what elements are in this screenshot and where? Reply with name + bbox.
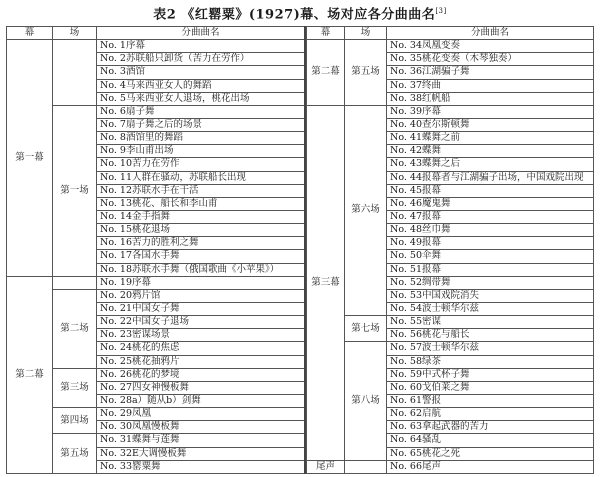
caption-footnote: [3]: [435, 7, 447, 15]
act-header: 幕: [7, 27, 53, 40]
piece-title-cell: No. 22中国女子退场: [97, 316, 306, 329]
piece-title-cell: No. 14金手指舞: [97, 210, 306, 223]
piece-title-cell: No. 24桃花的焦虑: [97, 342, 306, 355]
piece-title-cell: No. 60戈伯莱之舞: [387, 381, 594, 394]
piece-title-cell: No. 52绸带舞: [387, 276, 594, 289]
left-table: [6, 26, 306, 474]
piece-title-cell: No. 13桃花、船长和李山甫: [97, 197, 306, 210]
piece-title-cell: No. 2苏联船只卸货（苦力在劳作）: [97, 53, 306, 66]
piece-title-cell: No. 19序幕: [97, 276, 306, 289]
table-row: [307, 342, 594, 355]
piece-title-cell: No. 41蝶舞之前: [387, 132, 594, 145]
piece-title-cell: No. 34凤凰变奏: [387, 40, 594, 53]
table-row: [7, 276, 306, 289]
piece-title-cell: No. 8酒馆里的舞蹈: [97, 132, 306, 145]
piece-title-cell: No. 25桃花抽鸦片: [97, 355, 306, 368]
piece-title-cell: No. 31蝶舞与莲舞: [97, 434, 306, 447]
scene-cell: 第三场: [53, 368, 97, 407]
piece-title-cell: No. 33罂粟舞: [97, 460, 306, 473]
piece-title-cell: No. 65桃花之死: [387, 447, 594, 460]
piece-title-cell: No. 59中式杯子舞: [387, 368, 594, 381]
piece-title-cell: No. 47报幕: [387, 210, 594, 223]
piece-title-cell: No. 62启航: [387, 408, 594, 421]
piece-title-cell: No. 58绿茶: [387, 355, 594, 368]
piece-title-cell: No. 57波士顿华尔兹: [387, 342, 594, 355]
piece-title-cell: No. 4马来西亚女人的舞蹈: [97, 79, 306, 92]
piece-title-cell: No. 3酒馆: [97, 66, 306, 79]
header-row: [307, 27, 594, 40]
scene-cell: 第二场: [53, 289, 97, 368]
right-table: [306, 26, 594, 474]
scene-header: 场: [345, 27, 387, 40]
act-cell: 第二幕: [7, 276, 53, 473]
piece-title-cell: No. 17各国水手舞: [97, 250, 306, 263]
scene-cell: 第五场: [345, 40, 387, 106]
scene-cell: 第四场: [53, 408, 97, 434]
act-cell: 尾声: [307, 460, 345, 473]
piece-title-cell: No. 66尾声: [387, 460, 594, 473]
scene-header: 场: [53, 27, 97, 40]
piece-title-cell: No. 32E大调慢板舞: [97, 447, 306, 460]
piece-title-cell: No. 38红帆船: [387, 92, 594, 105]
piece-title-cell: No. 64骚乱: [387, 434, 594, 447]
piece-title-cell: No. 10苦力在劳作: [97, 158, 306, 171]
act-cell: 第二幕: [307, 40, 345, 106]
header-row: [7, 27, 306, 40]
piece-title-cell: No. 26桃花的梦境: [97, 368, 306, 381]
piece-title-cell: No. 42蝶舞: [387, 145, 594, 158]
piece-title-cell: No. 63拿起武器的苦力: [387, 421, 594, 434]
piece-title-cell: No. 5马来西亚女人退场，桃花出场: [97, 92, 306, 105]
piece-title-cell: No. 12苏联水手在干活: [97, 184, 306, 197]
piece-title-cell: No. 48丝巾舞: [387, 224, 594, 237]
piece-title-cell: No. 40查尔斯顿舞: [387, 118, 594, 131]
table-row: [7, 40, 306, 53]
act-header: 幕: [307, 27, 345, 40]
piece-title-cell: No. 56桃花与船长: [387, 329, 594, 342]
piece-title-cell: No. 21中国女子舞: [97, 302, 306, 315]
piece-title-cell: No. 50伞舞: [387, 250, 594, 263]
piece-title-cell: No. 9李山甫出场: [97, 145, 306, 158]
scene-cell: 第六场: [345, 105, 387, 315]
piece-title-cell: No. 51报幕: [387, 263, 594, 276]
act-cell: 第三幕: [307, 105, 345, 460]
piece-title-cell: No. 61警报: [387, 394, 594, 407]
piece-title-cell: No. 20鸦片馆: [97, 289, 306, 302]
piece-title-cell: No. 18苏联水手舞（俄国歌曲《小苹果》）: [97, 263, 306, 276]
piece-title-cell: No. 44报幕者与江湖骗子出场，中国戏院出现: [387, 171, 594, 184]
piece-title-cell: No. 28a）随从b）剑舞: [97, 394, 306, 407]
scene-cell: 第八场: [345, 342, 387, 460]
piece-title-cell: No. 15桃花退场: [97, 224, 306, 237]
piece-title-cell: No. 27四女神慢板舞: [97, 381, 306, 394]
piece-title-cell: No. 29凤凰: [97, 408, 306, 421]
piece-title-cell: No. 11人群在骚动，苏联船长出现: [97, 171, 306, 184]
scene-cell: 第五场: [53, 434, 97, 474]
scene-cell: 第七场: [345, 316, 387, 342]
scene-cell: [53, 40, 97, 106]
title-header: 分曲曲名: [387, 27, 594, 40]
table-row: [307, 316, 594, 329]
piece-title-cell: No. 49报幕: [387, 237, 594, 250]
piece-title-cell: No. 6扇子舞: [97, 105, 306, 118]
caption-text: 表2 《红罂粟》(1927)幕、场对应各分曲曲名: [153, 7, 436, 23]
piece-title-cell: No. 35桃花变奏（木琴独奏）: [387, 53, 594, 66]
piece-title-cell: No. 45报幕: [387, 184, 594, 197]
piece-title-cell: No. 37终曲: [387, 79, 594, 92]
piece-title-cell: No. 23密谋场景: [97, 329, 306, 342]
piece-title-cell: No. 55密谋: [387, 316, 594, 329]
title-header: 分曲曲名: [97, 27, 306, 40]
piece-title-cell: No. 1序幕: [97, 40, 306, 53]
piece-title-cell: No. 7扇子舞之后的场景: [97, 118, 306, 131]
table-row: [307, 460, 594, 473]
piece-title-cell: No. 53中国戏院消失: [387, 289, 594, 302]
piece-title-cell: No. 36江湖骗子舞: [387, 66, 594, 79]
piece-title-cell: No. 30凤凰慢板舞: [97, 421, 306, 434]
piece-title-cell: No. 54波士顿华尔兹: [387, 302, 594, 315]
table-row: [307, 40, 594, 53]
scene-cell: [53, 276, 97, 289]
act-cell: 第一幕: [7, 40, 53, 277]
scene-cell: 第一场: [53, 105, 97, 276]
table-row: [307, 105, 594, 118]
table-caption: [0, 0, 600, 22]
piece-title-cell: No. 39序幕: [387, 105, 594, 118]
score-table: [6, 26, 594, 474]
piece-title-cell: No. 16苦力的胜利之舞: [97, 237, 306, 250]
scene-cell: [345, 460, 387, 473]
piece-title-cell: No. 43蝶舞之后: [387, 158, 594, 171]
piece-title-cell: No. 46魔鬼舞: [387, 197, 594, 210]
